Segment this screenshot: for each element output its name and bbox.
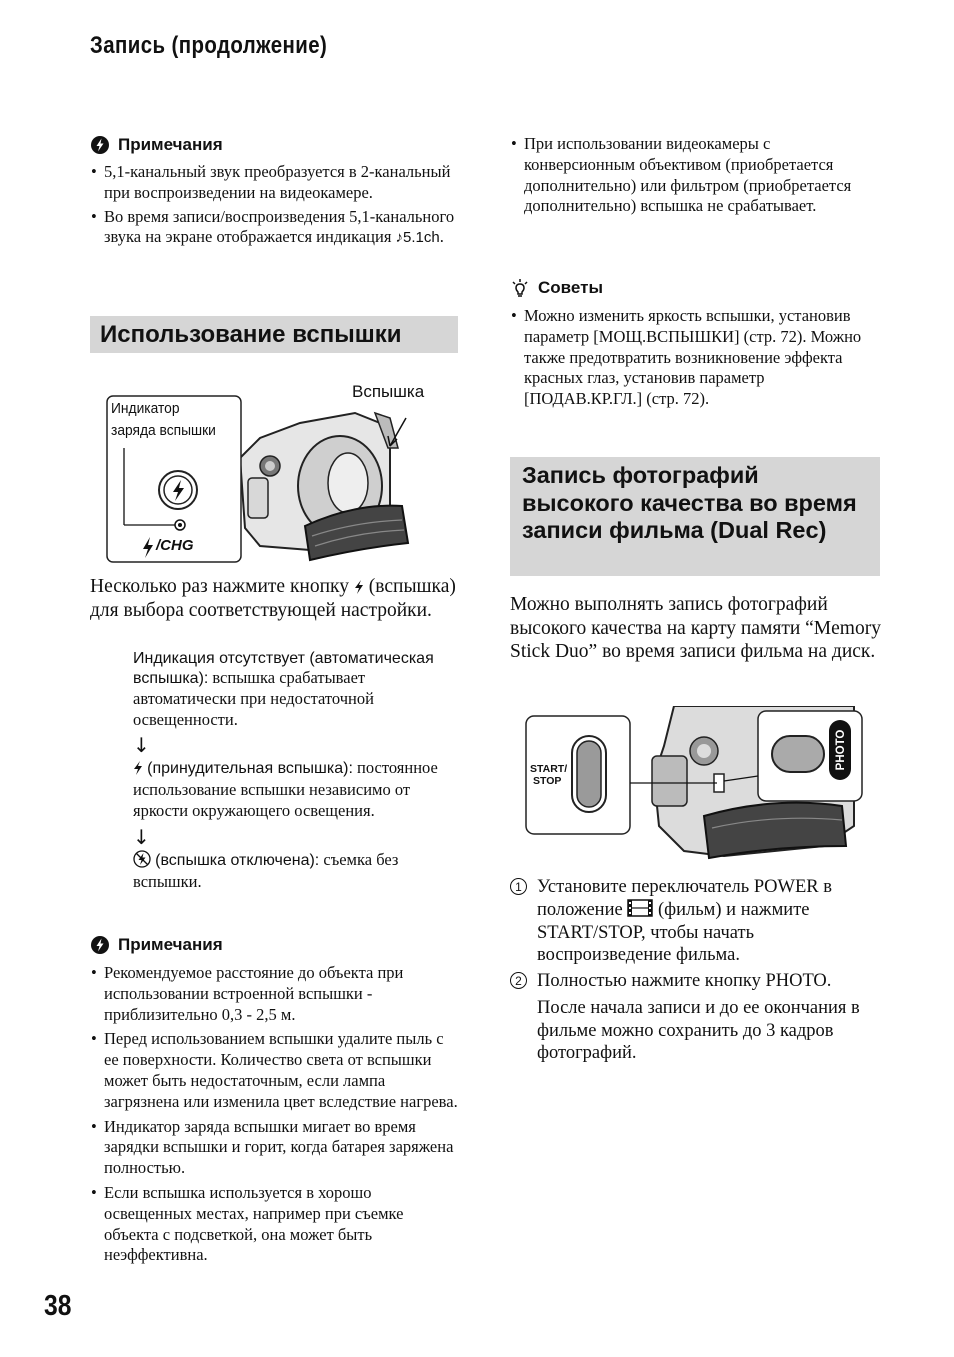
flash-intro: Несколько раз нажмите кнопку (вспышка) для выбора соответствующей настройки. bbox=[90, 576, 456, 621]
arrow-down-icon: ↓ bbox=[133, 824, 150, 849]
flash-off-icon bbox=[133, 850, 151, 868]
flash-mode-off: (вспышка отключена): съемка без вспышки. bbox=[133, 849, 399, 891]
step-item: 1 Установите переключатель POWER в положение (фильм) и нажмите START/STOP, чтобы начать воспроизведение фильма. bbox=[510, 876, 882, 966]
list-item: • Во время записи/воспроизведения 5,1-канального звука на экране отображается индикация ♪5.1ch. bbox=[90, 207, 460, 250]
list-item: • Перед использованием вспышки удалите пыль с ее поверхности. Количество света от вспышки может быть недостаточным, если лампа загрязнена или изменила цвет вследствие нагрева. bbox=[90, 1029, 460, 1112]
dual-rec-intro: Можно выполнять запись фотографий высокого качества на карту памяти “Memory Stick Duo” во время записи фильма на диск. bbox=[510, 594, 881, 662]
right-notes-cont bbox=[510, 134, 882, 217]
arrow-down-icon: ↓ bbox=[133, 733, 150, 758]
section-title-dual-rec: Запись фотографий высокого качества во время записи фильма (Dual Rec) bbox=[510, 457, 880, 576]
audio-5-1ch-indicator: ♪5.1ch bbox=[395, 229, 440, 247]
list-item: • Если вспышка используется в хорошо освещенных местах, например при съемке объекта с подсветкой, она может быть неэффективна. bbox=[90, 1183, 460, 1266]
tips-heading: Советы bbox=[510, 277, 882, 299]
step-number: 2 bbox=[510, 972, 527, 989]
flash-icon bbox=[133, 760, 143, 776]
section-title-flash: Использование вспышки bbox=[90, 316, 458, 353]
chg-label: /CHG bbox=[156, 537, 194, 554]
tips-list bbox=[510, 306, 882, 410]
notes-list bbox=[90, 162, 460, 249]
step-number: 1 bbox=[510, 878, 527, 895]
dual-rec-figure bbox=[524, 706, 866, 861]
dual-rec-steps bbox=[510, 876, 882, 1064]
note-warning-icon bbox=[90, 135, 110, 155]
notes-list bbox=[90, 963, 460, 1266]
photo-button-label: PHOTO bbox=[835, 729, 847, 771]
flash-icon bbox=[354, 579, 364, 595]
lightbulb-icon bbox=[510, 278, 530, 298]
callout-flash-label: Вспышка bbox=[352, 382, 425, 401]
flash-figure bbox=[90, 378, 460, 568]
flash-mode-forced: (принудительная вспышка): постоянное использование вспышки независимо от яркости окружающего освещения. bbox=[133, 758, 438, 820]
note-warning-icon bbox=[90, 935, 110, 955]
list-item: • Индикатор заряда вспышки мигает во время зарядки вспышки и горит, когда батарея заряжена полностью. bbox=[90, 1117, 460, 1179]
left-notes-2 bbox=[90, 934, 460, 1266]
running-title: Запись (продолжение) bbox=[90, 32, 328, 59]
notes-list bbox=[510, 134, 882, 217]
notes-heading: Примечания bbox=[90, 934, 460, 956]
right-tips bbox=[510, 277, 882, 410]
page-number: 38 bbox=[44, 1290, 72, 1322]
step-item: 2 Полностью нажмите кнопку PHOTO. После начала записи и до ее окончания в фильме можно сохранить до 3 кадров фотографий. bbox=[510, 970, 882, 1064]
start-stop-label: START/ STOP bbox=[530, 763, 568, 787]
camcorder-photo-illustration bbox=[524, 706, 866, 861]
list-item: • Рекомендуемое расстояние до объекта при использовании встроенной вспышки - приблизительно 0,3 - 2,5 м. bbox=[90, 963, 460, 1025]
notes-heading: Примечания bbox=[90, 134, 460, 156]
flash-mode-auto: Индикация отсутствует (автоматическая вспышка): вспышка срабатывает автоматически при недостаточной освещенности. bbox=[133, 650, 434, 729]
flash-mode-list bbox=[133, 650, 458, 892]
callout-indicator-label: Индикатор заряда вспышки bbox=[111, 400, 216, 439]
list-item: • Можно изменить яркость вспышки, установив параметр [МОЩ.ВСПЫШКИ] (стр. 72). Можно также предотвратить возникновение эффекта красных глаз, установив параметр [ПОДАВ.КР.ГЛ.] (стр. 72). bbox=[510, 306, 882, 410]
movie-mode-icon bbox=[627, 898, 653, 918]
list-item: • При использовании видеокамеры с конверсионным объективом (приобретается дополнительно) или фильтром (приобретается дополнительно) вспышка не срабатывает. bbox=[510, 134, 882, 217]
list-item: • 5,1-канальный звук преобразуется в 2-канальный при воспроизведении на видеокамере. bbox=[90, 162, 460, 204]
left-notes-1 bbox=[90, 134, 460, 249]
